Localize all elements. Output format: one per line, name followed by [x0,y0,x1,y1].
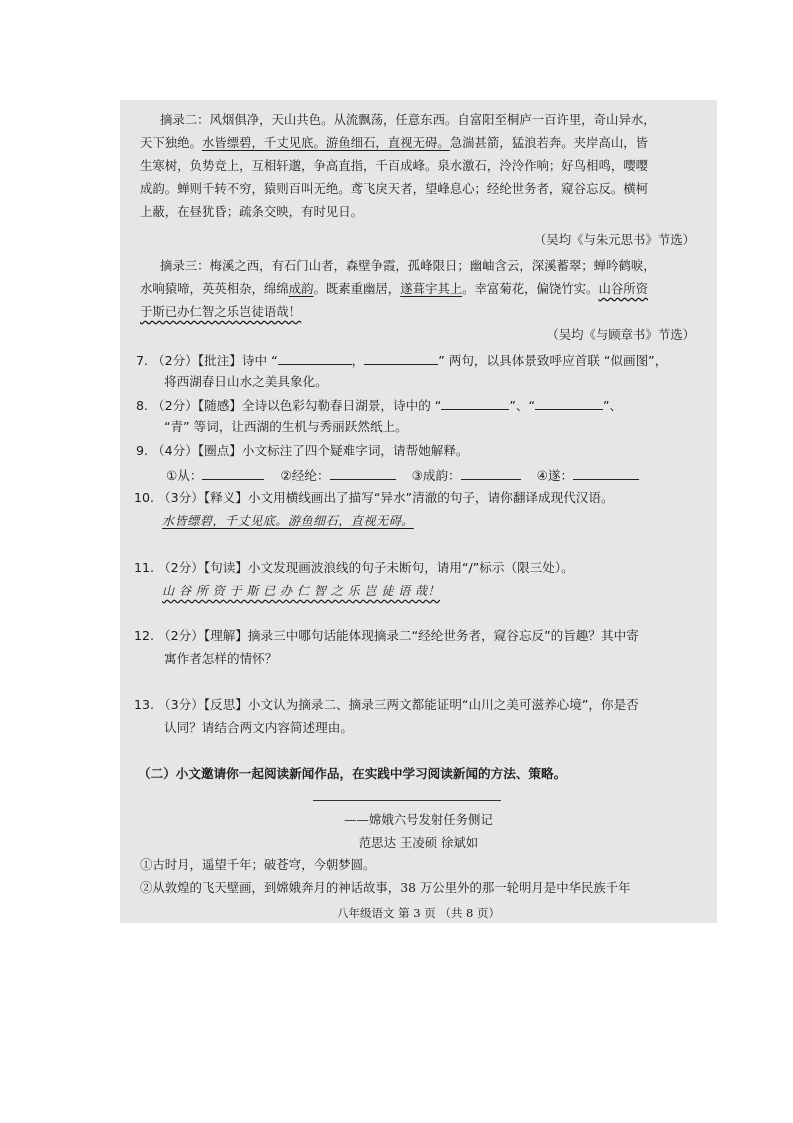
question-9-items [166,467,639,484]
excerpt2-line2-plain: 天下独绝。 [140,135,202,150]
q8-end: ”、 [602,398,623,413]
news-para-2: ②从敦煌的飞天壁画，到嫦娥奔月的神话故事，38 万公里外的那一轮明月是中华民族千年 [140,880,631,895]
excerpt3-line1: 摘录三：梅溪之西，有石门山者，森壁争霞，孤峰限日；幽岫含云，深溪蓄翠；蝉吟鹤唳， [160,258,656,273]
q7-text: 7. （2分）【批注】诗中 “ [136,353,278,368]
q9-blank-1[interactable] [202,467,264,480]
question-8 [136,397,622,414]
excerpt2-line5: 上蔽，在昼犹昏；疏条交映，有时见日。 [140,204,364,219]
q9-blank-4[interactable] [573,467,639,480]
q8-blank-2[interactable] [535,397,603,410]
q9-item-3: ③成韵： [411,468,461,483]
question-7-cont: 将西湖春日山水之美具象化。 [164,374,328,389]
question-7 [136,352,667,369]
news-title-blank-line [313,800,501,801]
q9-blank-3[interactable] [461,467,521,480]
question-8-cont: “青” 等词，让西湖的生机与秀丽跃然纸上。 [164,419,408,434]
question-9: 9. （4分）【圈点】小文标注了四个疑难字词，请帮她解释。 [136,443,469,458]
question-13-cont: 认同？请结合两文内容简述理由。 [164,720,353,735]
question-12: 12. （2分）【理解】摘录三中哪句话能体现摘录二“经纶世务者，窥谷忘反”的旨趣？其中寄 [134,628,639,643]
news-para-1: ①古时月，遥望千年；破苍穹，今朝梦圆。 [140,857,376,872]
excerpt3-line2-mid: 。既素重幽居， [313,281,401,296]
excerpt2-source: （吴均《与朱元思书》节选） [533,232,695,247]
q9-item-2: ②经纶： [280,468,330,483]
question-11: 11. （2分）【句读】小文发现画波浪线的句子未断句，请用“/”标示（限三处）。 [134,560,574,575]
q10-handwritten-sentence: 水皆缥碧，千丈见底。游鱼细石，直视无碍。 [162,514,414,528]
q7-text-tail: ” 两句，以具体景致呼应首联 “似画图”， [438,353,668,368]
q9-item-4: ④遂： [536,468,574,483]
excerpt2-line2-tail: 急湍甚箭，猛浪若奔。夹岸高山，皆 [449,135,649,150]
question-12-cont: 寓作者怎样的情怀？ [164,651,278,666]
excerpt3-line2-head: 水响猿啼，英英相杂，绵绵 [140,281,289,296]
excerpt2-line1: 摘录二：风烟俱净，天山共色。从流飘荡，任意东西。自富阳至桐庐一百许里，奇山异水， [160,112,656,127]
section2-heading: （二）小文邀请你一起阅读新闻作品，在实践中学习阅读新闻的方法、策略。 [138,766,567,781]
excerpt3-marked-word2: 遂葺宇其上 [400,281,463,296]
q9-item-1: ①从： [166,468,203,483]
excerpt2-line4: 成韵。蝉则千转不穷，猿则百叫无绝。鸢飞戾天者，望峰息心；经纶世务者，窥谷忘反。横柯 [140,181,649,196]
news-authors: 范思达 王凌硕 徐斌如 [358,835,479,850]
excerpt3-line3 [140,304,301,320]
q8-separator: ”、“ [509,398,535,413]
q7-blank-2[interactable] [364,352,438,365]
excerpt3-line2-tail: 。幸富菊花，偏饶竹实。 [462,281,599,296]
news-subtitle: ——嫦娥六号发射任务侧记 [344,812,493,827]
excerpt3-wavy-start: 山谷所资 [598,281,649,296]
excerpt3-source: （吴均《与顾章书》节选） [546,327,695,342]
excerpt3-marked-word: 成韵 [288,281,314,296]
q7-blank-1[interactable] [278,352,352,365]
excerpt2-line3: 生寒树，负势竞上，互相轩邈，争高直指，千百成峰。泉水激石，泠泠作响；好鸟相鸣，嘤嘤 [140,158,649,173]
q8-blank-1[interactable] [441,397,509,410]
excerpt2-underlined-sentence: 水皆缥碧，千丈见底。游鱼细石，直视无碍。 [201,135,450,150]
excerpt3-line2 [140,281,648,297]
question-13: 13. （3分）【反思】小文认为摘录二、摘录三两文都能证明“山川之美可滋养心境”，你是否 [134,697,639,712]
q9-blank-2[interactable] [330,467,396,480]
exam-page [120,100,717,923]
q8-text: 8. （2分）【随感】全诗以色彩勾勒春日湖景，诗中的 “ [136,398,442,413]
question-10: 10. （3分）【释义】小文用横线画出了描写“异水”清澈的句子，请你翻译成现代汉语。 [134,490,614,505]
excerpt3-wavy-end: 于斯已办仁智之乐岂徒语哉！ [140,304,302,319]
q7-separator: ， [351,353,365,368]
excerpt2-line2 [140,135,648,151]
q11-handwritten-sentence: 山 谷 所 资 于 斯 已 办 仁 智 之 乐 岂 徒 语 哉！ [162,584,441,598]
page-footer: 八年级语文 第 3 页 （共 8 页） [336,906,501,920]
